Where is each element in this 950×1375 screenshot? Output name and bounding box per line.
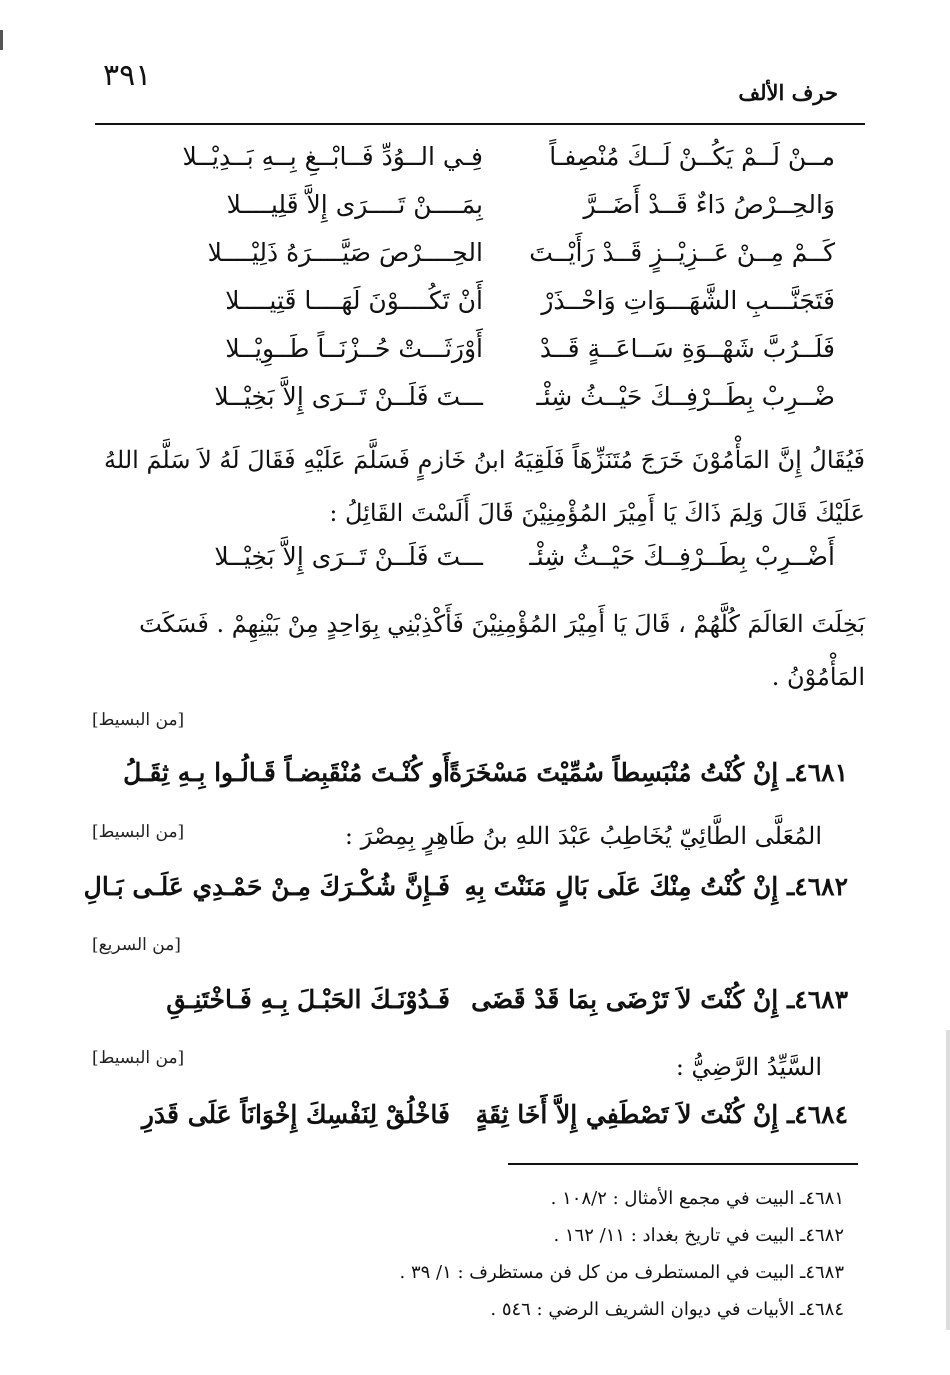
numbered-verse: [95, 985, 865, 1029]
verse-second-hemistich: بِمَــــنْ تَــــرَى إِلاَّ قَلِيــــلا: [226, 190, 483, 219]
numbered-verse: [95, 758, 865, 802]
numbered-verse: [95, 1100, 865, 1144]
scan-edge-mark: [0, 30, 3, 50]
verse-second-hemistich: ـــتَ فَلَــنْ تَــرَى إِلاَّ بَخِيْــلا: [214, 542, 483, 571]
verse-text: إِنْ كُنْتُ مِنْكَ عَلَى بَالٍ مَنَنْتَ بِهِ: [464, 872, 779, 901]
verse-second-hemistich: فَاخْلُقْ لِنَفْسِكَ إِخْوَانَاً عَلَى قَدَرِ: [141, 1100, 450, 1129]
verse-number: ٤٦٨٤ـ: [786, 1100, 848, 1129]
verse-number: ٤٦٨٣ـ: [786, 985, 848, 1014]
verse-text: إِنْ كُنْتَ لاَ تَصْطَفِي إِلاَّ أَخَا ثِقَةٍ: [475, 1100, 779, 1129]
page-number: ٣٩١: [103, 58, 152, 93]
story-line: فَيُقَالُ إِنَّ المَأْمُوْنَ خَرَجَ مُتَنَزِّهَاً فَلَقِيَهُ ابنُ خَازمٍ فَسَلَّمَ عَلَيْهِ فَقَالَ لَهُ لاَ سَلَّمَ اللهُ: [104, 446, 865, 474]
verse-second-hemistich: فَـإِنَّ شُكْـرَكَ مِـنْ حَمْـدِي عَلَـى بَـالِ: [83, 872, 450, 901]
verse-first-hemistich: مــنْ لَــمْ يَكُــنْ لَــكَ مُنْصِفـاً: [549, 142, 835, 171]
verse-first-hemistich: وَالحِــرْصُ دَاءٌ قَــدْ أَضَــرَّ: [583, 190, 835, 219]
footnote: ٤٦٨١ـ البيت في مجمع الأمثال : ١٠٨/٢ .: [550, 1188, 844, 1209]
reply-line: بَخِلَتَ العَالَمَ كُلَّهُمْ ، قَالَ يَا أَمِيْرَ المُؤْمِنِيْنَ فَأَكْذِبْنِي بِوَاحِدٍ مِنْ بَيْنِهِمْ . فَسَكَتَ: [139, 610, 865, 638]
verse-text: إِنْ كُنْتُ مُنْبَسِطاً سُمِّيْتَ مَسْخَرَةً: [448, 758, 779, 787]
footnote: ٤٦٨٢ـ البيت في تاريخ بغداد : ١١/ ١٦٢ .: [553, 1225, 844, 1246]
reply-line: المَأْمُوْنُ .: [771, 663, 865, 691]
footnote-rule: [508, 1163, 858, 1165]
verse-first-hemistich: [464, 872, 848, 901]
poet-intro: المُعَلَّى الطَّائِيّ يُخَاطِبُ عَبْدَ اللهِ بنُ طَاهِرٍ بِمِصْرَ :: [344, 822, 822, 850]
verse-second-hemistich: فَـدُوْنَـكَ الحَبْـلَ بِـهِ فَـاخْتَنِـقِ: [166, 985, 450, 1014]
verse-second-hemistich: ـــتَ فَلَــنْ تَــرَى إِلاَّ بَخِيْــلا: [214, 382, 483, 411]
verse-first-hemistich: ضْــرِبْ بِطَــرْفِــكَ حَيْــثُ شِئْـ: [536, 382, 835, 411]
verse-first-hemistich: [475, 1100, 848, 1129]
footnote: ٤٦٨٣ـ البيت في المستطرف من كل فن مستظرف : ١/ ٣٩ .: [399, 1262, 844, 1283]
verse-second-hemistich: فِـي الــوُدِّ فَــابْــغِ بِــهِ بَــدِيْــلا: [182, 142, 483, 171]
poem-verse: [95, 238, 865, 282]
poem-verse: [95, 286, 865, 330]
story-line: عَلَيْكَ قَالَ وَلِمَ ذَاكَ يَا أَمِيْرَ المُؤْمِنِيْنَ قَالَ أَلَسْتَ القَائِلُ :: [329, 499, 865, 527]
poem-verse: [95, 142, 865, 186]
footnote: ٤٦٨٤ـ الأبيات في ديوان الشريف الرضي : ٥٤٦ .: [490, 1299, 844, 1320]
numbered-verse: [83, 872, 865, 916]
verse-second-hemistich: أَوْرَثَـــتْ حُــزْنَــاً طَــوِيْــلا: [225, 334, 483, 363]
verse-number: ٤٦٨١ـ: [786, 758, 848, 787]
verse-first-hemistich: [471, 985, 848, 1014]
verse-first-hemistich: كَــمْ مِــنْ عَــزِيْــزٍ قَــدْ رَأَيْــتَ: [529, 238, 835, 267]
meter-label: [من السريع]: [92, 935, 181, 955]
chapter-title: حرف الألف: [738, 80, 838, 105]
story-paragraph: [95, 434, 865, 540]
verse-number: ٤٦٨٢ـ: [786, 872, 848, 901]
poem-verse: [95, 382, 865, 426]
meter-label: [من البسيط]: [92, 822, 185, 842]
verse-text: إِنْ كُنْتَ لاَ تَرْضَى بِمَا قَدْ قَضَى: [471, 985, 779, 1014]
verse-first-hemistich: [448, 758, 848, 787]
poem-verse: [95, 334, 865, 378]
header-rule: [95, 123, 865, 125]
verse-second-hemistich: أَو كُنْـتَ مُنْقَبِضـاً قَـالُـوا بِـهِ ثِقَـلُ: [123, 758, 450, 787]
quoted-verse: [95, 542, 865, 586]
reply-paragraph: [95, 598, 865, 704]
scan-edge-shadow: [946, 1030, 950, 1330]
meter-label: [من البسيط]: [92, 710, 185, 730]
meter-label: [من البسيط]: [92, 1048, 185, 1068]
verse-first-hemistich: فَتَجَنَّـــبِ الشَّهَـــوَاتِ وَاحْــذَرْ: [541, 286, 835, 315]
verse-second-hemistich: الحِــــرْصَ صَيَّــــرَهُ ذَلِيْــــلا: [207, 238, 483, 267]
poem-verse: [95, 190, 865, 234]
verse-first-hemistich: فَلَــرُبَّ شَهْــوَةِ سَــاعَــةٍ قَــدْ: [539, 334, 835, 363]
verse-second-hemistich: أَنْ تَكُــــوْنَ لَهَــــا قَتِيــــلا: [225, 286, 483, 315]
verse-first-hemistich: أَضْــرِبْ بِطَــرْفِــكَ حَيْــثُ شِئْـ: [529, 542, 835, 571]
poet-intro: السَّيِّدُ الرَّضِيُّ :: [675, 1053, 822, 1081]
